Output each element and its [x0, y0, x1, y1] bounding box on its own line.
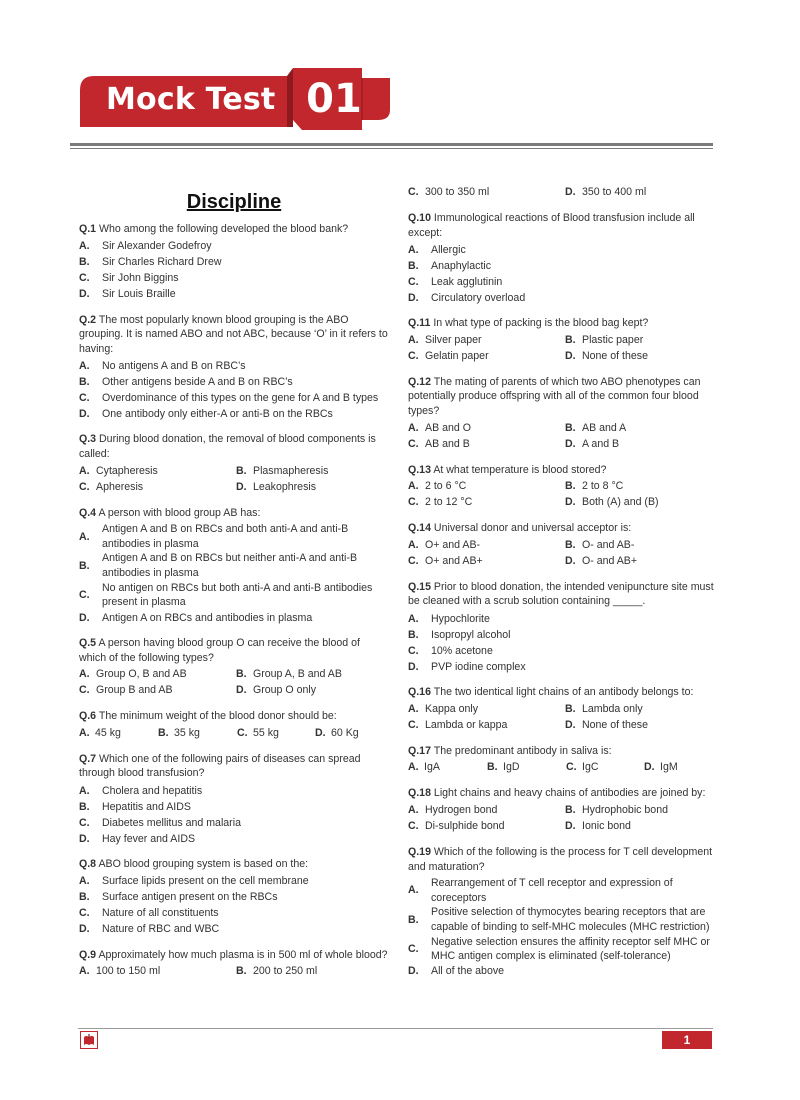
header-rule-thin: [70, 148, 713, 149]
option-d: D. PVP iodine complex: [408, 660, 526, 673]
question-number: Q.2: [79, 313, 97, 326]
option-b: B. Isopropyl alcohol: [408, 628, 511, 641]
option-a: A. Cholera and hepatitis: [79, 784, 203, 797]
question-text: The mating of parents of which two ABO phenotypes can potentially produce offspring with all of the common four blood types?: [408, 375, 701, 418]
question-number: Q.11: [408, 317, 431, 330]
option-b: B. Hydrophobic bond: [565, 803, 668, 816]
option-d: D. Leakophresis: [236, 480, 317, 493]
question-number: Q.1: [79, 223, 97, 235]
question-9: [79, 948, 389, 981]
option-b: B. Lambda only: [565, 702, 643, 715]
question-number: Q.13: [408, 463, 431, 476]
question-9-continued: [408, 185, 718, 201]
footer-rule: [78, 1028, 713, 1029]
question-11: [408, 316, 718, 365]
mock-test-banner: [80, 68, 390, 130]
question-text: The minimum weight of the blood donor should be:: [98, 710, 337, 723]
option-c: C. AB and B: [408, 437, 470, 450]
option-b: B. Plasmapheresis: [236, 464, 329, 477]
option-b: B. AB and A: [565, 421, 627, 434]
option-b: B. Group A, B and AB: [236, 668, 342, 681]
question-text: In what type of packing is the blood bag kept?: [433, 317, 649, 330]
option-a: A. O+ and AB-: [408, 538, 481, 551]
option-b: B. Surface antigen present on the RBCs: [79, 891, 278, 904]
question-number: Q.16: [408, 686, 431, 699]
option-b: B. Hepatitis and AIDS: [79, 800, 191, 813]
option-b: B. 200 to 250 ml: [236, 965, 318, 978]
option-d: D. Sir Louis Braille: [79, 288, 176, 301]
option-d: D. None of these: [565, 718, 648, 731]
option-b: B. Sir Charles Richard Drew: [79, 256, 222, 269]
option-d: D. 350 to 400 ml: [565, 186, 647, 198]
question-text: The most popularly known blood grouping is the ABO grouping. It is named ABO and not ABC, because ‘O’ in it refers to having:: [79, 313, 388, 355]
option-d: D. Both (A) and (B): [565, 496, 659, 509]
option-c: C. Nature of all constituents: [79, 907, 219, 920]
option-a: A. AB and O: [408, 421, 471, 434]
question-text: A person with blood group AB has:: [98, 506, 261, 519]
question-text: Prior to blood donation, the intended venipuncture site must be cleaned with a scrub solution containing _____.: [408, 580, 714, 608]
banner-title: Mock Test: [106, 82, 276, 117]
question-7: [79, 752, 389, 847]
question-number: Q.12: [408, 375, 431, 388]
question-12: [408, 375, 718, 453]
option-c: C. Leak agglutinin: [408, 275, 503, 288]
question-number: Q.5: [79, 636, 97, 649]
question-10: [408, 211, 718, 306]
option-d: D. All of the above: [408, 965, 505, 978]
option-a: A. 2 to 6 °C: [408, 480, 467, 493]
question-14: [408, 521, 718, 570]
question-number: Q.6: [79, 710, 97, 723]
option-c: C. 10% acetone: [408, 644, 493, 657]
question-text: Which of the following is the process for T cell development and maturation?: [408, 845, 713, 873]
question-number: Q.8: [79, 857, 97, 870]
question-8: [79, 857, 389, 938]
left-column: [79, 185, 389, 990]
option-d: D. Hay fever and AIDS: [79, 832, 196, 845]
question-6: [79, 709, 389, 742]
option-c: C. Group B and AB: [79, 684, 173, 697]
question-16: [408, 685, 718, 734]
option-a: A. 100 to 150 ml: [79, 965, 161, 978]
option-d: D. Group O only: [236, 684, 317, 697]
option-a: A. Allergic: [408, 243, 466, 256]
option-c: C. 300 to 350 ml: [408, 186, 490, 198]
question-number: Q.4: [79, 506, 97, 519]
option-c: C. No antigen on RBCs but both anti-A and anti-B antibodies present in plasma: [79, 581, 373, 609]
question-number: Q.9: [79, 948, 97, 961]
option-a: A. Cytapheresis: [79, 464, 158, 477]
option-a: A. Hypochlorite: [408, 612, 490, 625]
option-d: D. One antibody only either-A or anti-B on the RBCs: [79, 408, 333, 421]
option-c: C. Negative selection ensures the affinity receptor self MHC or MHC antigen complex is eliminated (self-tolerance): [408, 935, 710, 963]
option-a: A. Antigen A and B on RBCs and both anti-A and anti-B antibodies in plasma: [79, 523, 349, 550]
option-b: B. O- and AB-: [565, 538, 635, 551]
question-text: Approximately how much plasma is in 500 ml of whole blood?: [98, 948, 388, 961]
question-number: Q.15: [408, 580, 431, 593]
option-a: A. Surface lipids present on the cell membrane: [79, 875, 309, 888]
option-b: B. Anaphylactic: [408, 259, 492, 272]
option-c: C. Di-sulphide bond: [408, 819, 505, 832]
option-d: D. Circulatory overload: [408, 291, 526, 304]
right-column: [408, 185, 718, 990]
option-d: D. None of these: [565, 349, 648, 362]
option-b: B. Plastic paper: [565, 333, 644, 346]
option-b: B. 2 to 8 °C: [565, 480, 624, 493]
question-17: [408, 744, 718, 777]
option-b: B. IgD: [487, 761, 520, 774]
option-c: C. Apheresis: [79, 480, 144, 493]
option-a: A. Rearrangement of T cell receptor and expression of coreceptors: [408, 877, 673, 904]
banner-number: 01: [306, 76, 362, 122]
option-d: D. Ionic bond: [565, 819, 631, 832]
option-c: C. Gelatin paper: [408, 349, 489, 362]
option-c: C. 55 kg: [237, 726, 279, 739]
question-text: Immunological reactions of Blood transfusion include all except:: [408, 212, 695, 239]
question-2: [79, 313, 389, 423]
option-a: A. IgA: [408, 761, 440, 774]
question-text: The predominant antibody in saliva is:: [433, 744, 612, 757]
option-a: A. Kappa only: [408, 702, 479, 715]
question-text: Light chains and heavy chains of antibodies are joined by:: [433, 787, 706, 800]
option-d: D. O- and AB+: [565, 554, 638, 567]
option-b: B. Other antigens beside A and B on RBC’s: [79, 376, 293, 389]
option-d: D. IgM: [644, 761, 678, 774]
question-5: [79, 636, 389, 699]
option-a: A. Silver paper: [408, 333, 482, 346]
option-c: C. Lambda or kappa: [408, 718, 508, 731]
option-b: B. 35 kg: [158, 726, 200, 739]
question-text: Which one of the following pairs of diseases can spread through blood transfusion?: [79, 752, 361, 780]
question-19: [408, 845, 718, 980]
section-title: Discipline: [186, 191, 282, 213]
question-number: Q.7: [79, 752, 97, 765]
option-b: B. Positive selection of thymocytes bearing receptors that are capable of binding to self-MHC molecules (MHC restriction): [408, 906, 710, 933]
question-text: The two identical light chains of an antibody belongs to:: [433, 686, 694, 699]
option-c: C. O+ and AB+: [408, 554, 483, 567]
option-c: C. Overdominance of this types on the gene for A and B types: [79, 392, 379, 405]
question-4: [79, 506, 389, 626]
option-a: A. No antigens A and B on RBC’s: [79, 360, 246, 373]
question-text: ABO blood grouping system is based on the:: [98, 857, 309, 870]
question-13: [408, 463, 718, 512]
question-number: Q.19: [408, 845, 431, 858]
question-number: Q.3: [79, 433, 97, 446]
option-a: A. 45 kg: [79, 726, 121, 739]
question-number: Q.17: [408, 744, 431, 757]
book-logo-icon: [80, 1031, 98, 1049]
question-number: Q.18: [408, 787, 431, 800]
option-d: D. A and B: [565, 437, 620, 450]
option-c: C. Sir John Biggins: [79, 272, 179, 285]
question-3: [79, 432, 389, 495]
option-a: A. Hydrogen bond: [408, 803, 498, 816]
question-text: At what temperature is blood stored?: [433, 463, 607, 476]
option-a: A. Sir Alexander Godefroy: [79, 240, 212, 253]
header-rule: [70, 143, 713, 146]
question-number: Q.10: [408, 212, 431, 224]
option-c: C. IgC: [566, 761, 599, 774]
question-text: During blood donation, the removal of blood components is called:: [79, 433, 376, 461]
option-b: B. Antigen A and B on RBCs but neither anti-A and anti-B antibodies in plasma: [79, 552, 358, 580]
question-1: [79, 222, 389, 303]
question-18: [408, 786, 718, 835]
question-text: Who among the following developed the blood bank?: [99, 223, 349, 235]
question-text: Universal donor and universal acceptor is:: [433, 522, 632, 535]
question-number: Q.14: [408, 522, 431, 535]
option-d: D. 60 Kg: [315, 726, 359, 739]
option-a: A. Group O, B and AB: [79, 668, 187, 681]
option-d: D. Nature of RBC and WBC: [79, 923, 220, 936]
page-number: 1: [662, 1031, 712, 1049]
option-d: D. Antigen A on RBCs and antibodies in plasma: [79, 611, 313, 624]
option-c: C. 2 to 12 °C: [408, 496, 473, 509]
option-c: C. Diabetes mellitus and malaria: [79, 816, 241, 829]
question-15: [408, 580, 718, 675]
question-text: A person having blood group O can receive the blood of which of the following types?: [79, 636, 360, 664]
